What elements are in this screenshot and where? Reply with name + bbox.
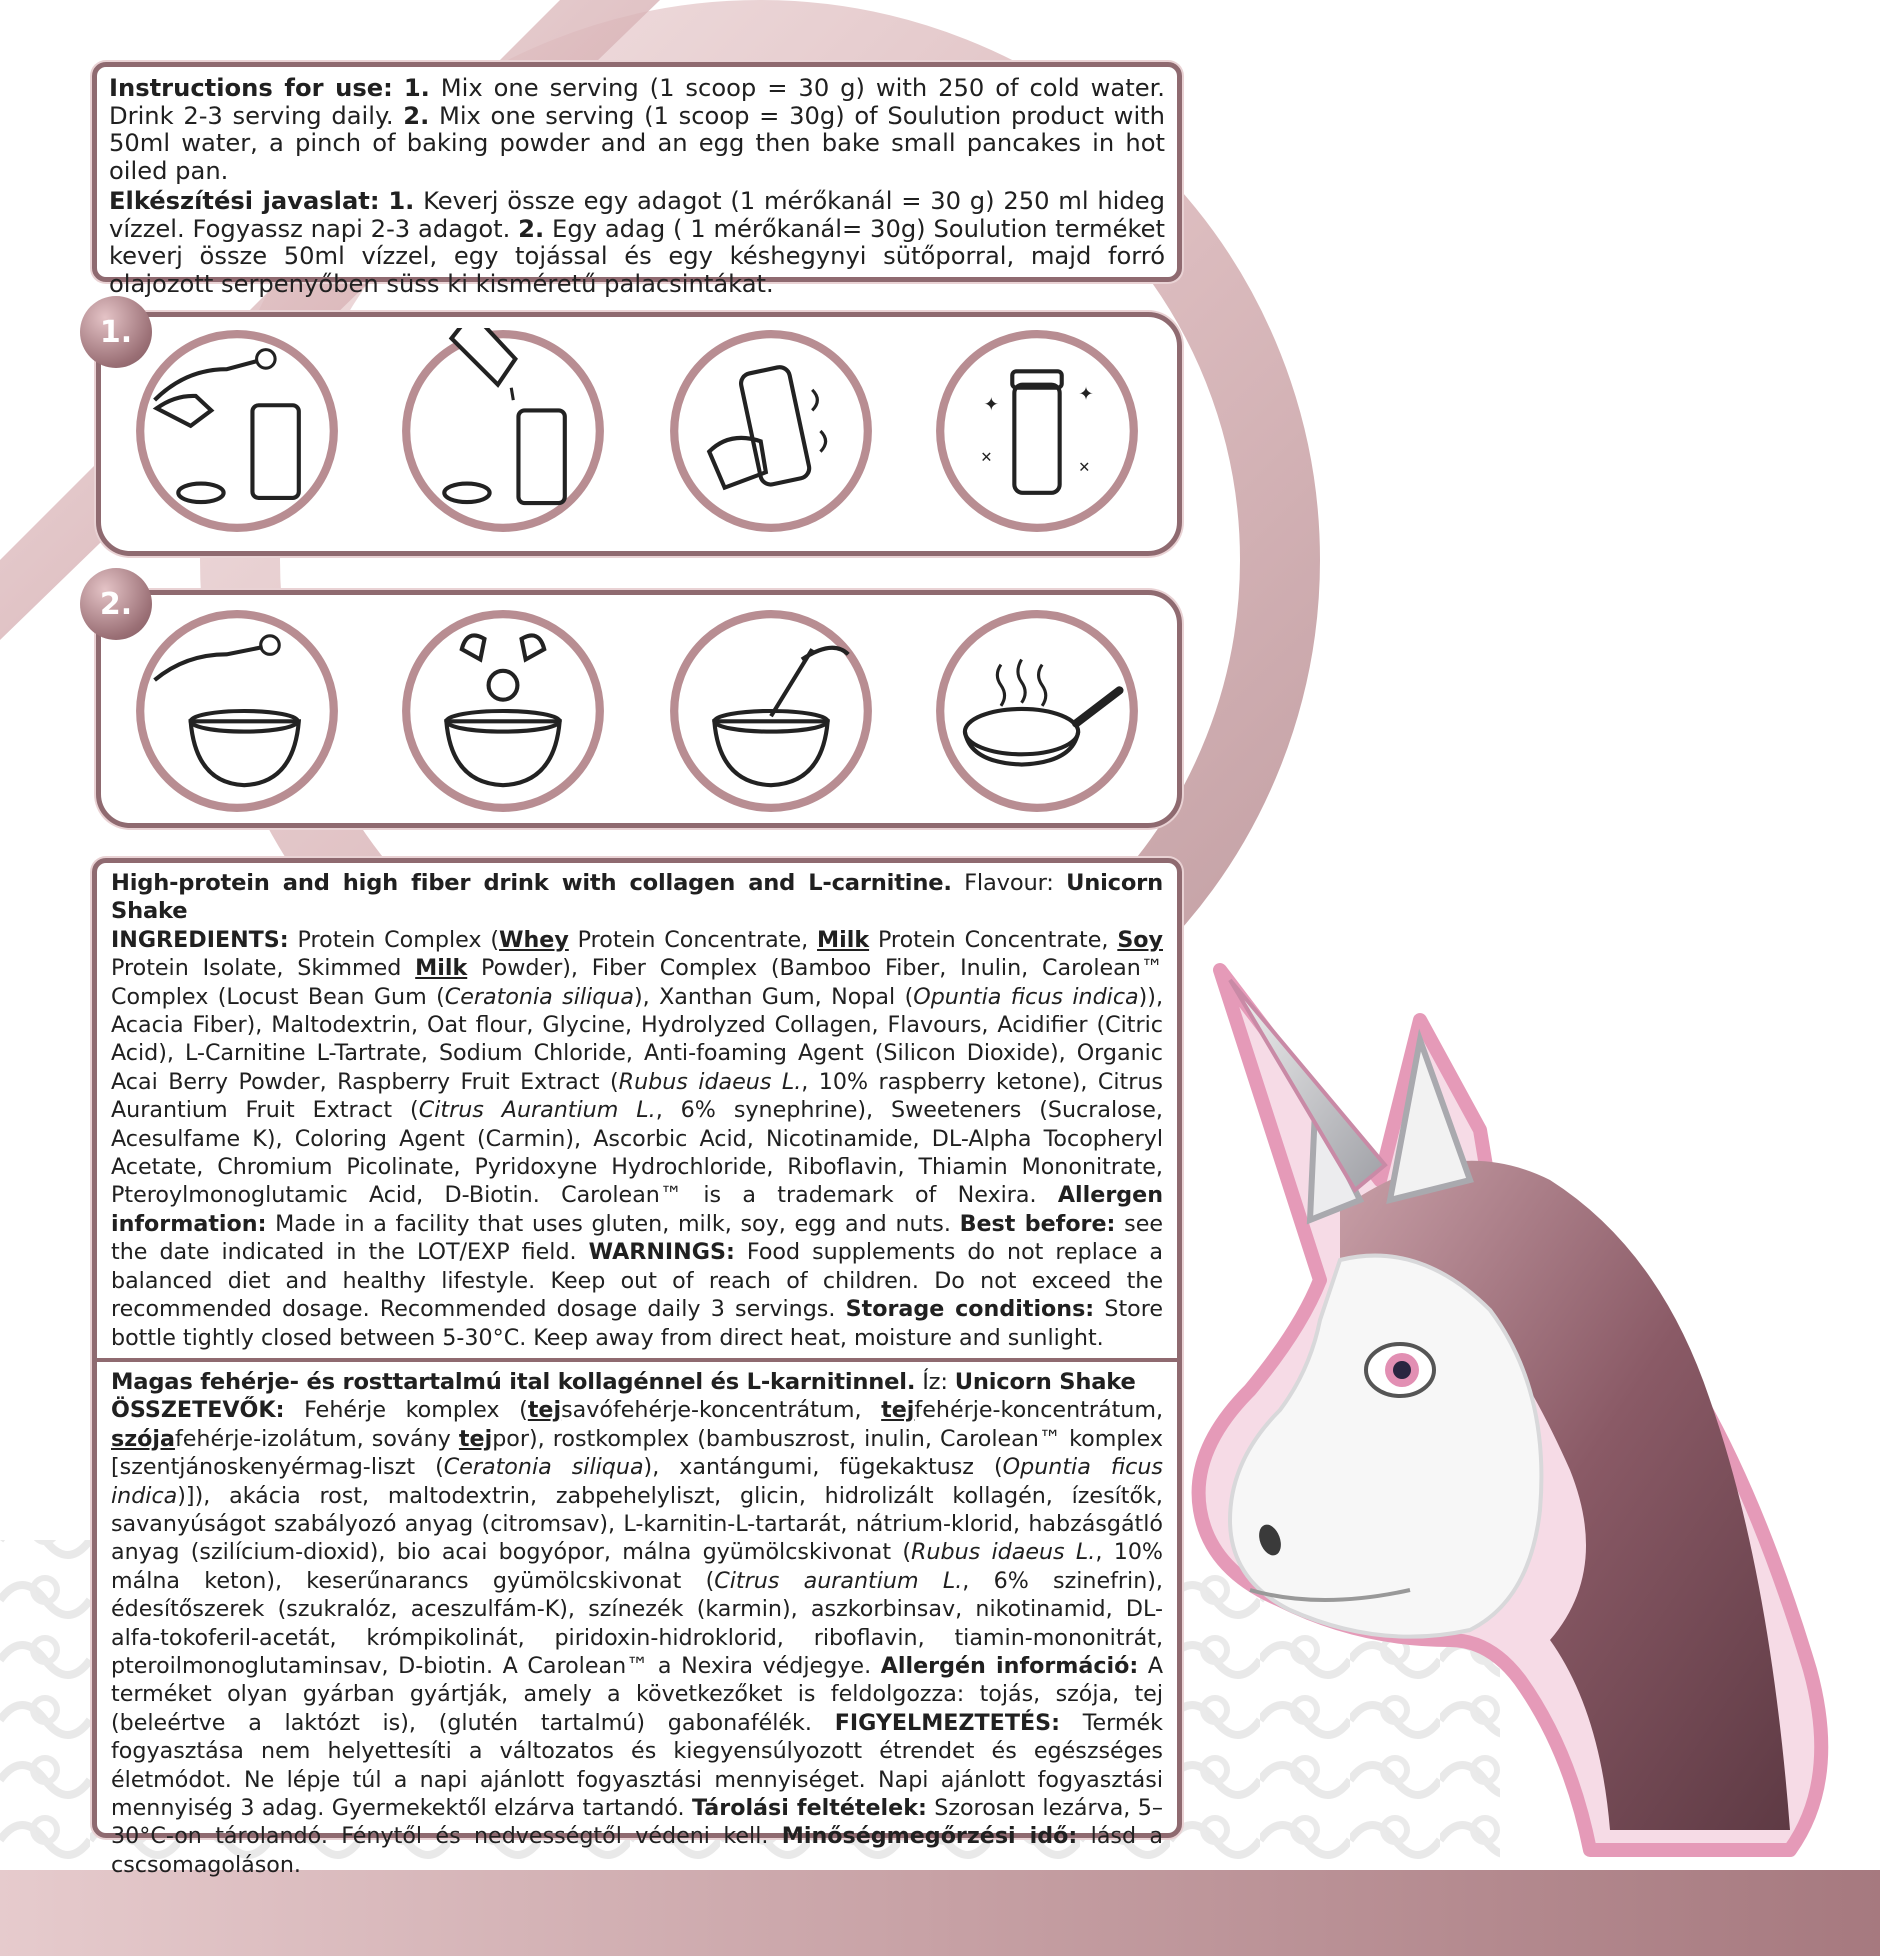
- hungarian-heading: [111, 1368, 1163, 1396]
- ingredients-label: INGREDIENTS:: [111, 926, 289, 953]
- hungarian-ingredients: ÖSSZETEVŐK: Fehérje komplex (tejsavófehérje-koncentrátum, tejfehérje-koncentrátum, szójafehérje-izolátum, sovány tejpor), rostkomplex (bambuszrost, inulin, Carolean™ komplex [szentjánoskenyérmag-liszt (Ceratonia siliqua), xantángumi, fügekaktusz (Opuntia ficus indica)]), akácia rost, maltodextrin, zabpehelyliszt, glicin, hidrolizált kollagén, ízesítők, savanyúságot szabályozó anyag (citromsav), L-karnitin-L-tartarát, nátrium-klorid, habzásgátló anyag (szilícium-dioxid), bio acai bogyópor, málna gyümölcskivonat (Rubus idaeus L., 10% málna keton), keserűnarancs gyümölcskivonat (Citrus aurantium L., 6% szinefrin), édesítőszerek (szukralóz, aceszulfám-K), színezék (karmin), aszkorbinsav, nikotinamid, DL-alfa-tokoferil-acetát, krómpikolinát, piridoxin-hidroklorid, riboflavin, tiamin-mononitrát, pteroilmonoglutaminsav, D-biotin. A Carolean™ a Nexira védjegye. Allergén információ: A terméket olyan gyárban gyártják, amely a következőket is feldolgozza: tojás, szója, tej (beleértve a laktózt is), (glutén tartalmú) gabonafélék. FIGYELMEZTETÉS: Termék fogyasztása nem helyettesíti a változatos és kiegyensúlyozott étrendet és egészséges életmódot. Ne lépje túl a napi ajánlott fogyasztási mennyiséget. Napi ajánlott fogyasztási mennyiség 3 adag. Gyermekektől elzárva tartandó. Tárolási feltételek: Szorosan lezárva, 5–30°C-on tárolandó. Fénytől és nedvességtől védeni kell. Minőségmegőrzési idő: lásd a cscsomagoláson.: [111, 1397, 1164, 1878]
- step-text: Mix one serving (1 scoop = 30 g) with 250 of cold water. Drink 2-3 serving daily.: [109, 74, 1165, 130]
- pour-water-into-shaker-icon: [400, 328, 606, 534]
- product-description: High-protein and high fiber drink with collagen and L-carnitine.: [111, 870, 952, 896]
- product-description: Magas fehérje- és rosttartalmú ital kollagénnel és L-karnitinnel.: [111, 1368, 916, 1395]
- ready-shaker-icon: [934, 328, 1140, 534]
- instructions-box: [92, 62, 1182, 298]
- allergen: Milk: [817, 926, 870, 953]
- allergen: tej: [527, 1397, 562, 1424]
- step-number: 2.: [518, 214, 545, 243]
- best-before-label: Minőségmegőrzési idő:: [781, 1823, 1078, 1850]
- svg-text:✦: ✦: [983, 394, 999, 416]
- step-number: 2.: [403, 101, 430, 130]
- step-text: Egy adag ( 1 mérőkanál= 30g) Soulution terméket keverj össze 50ml vízzel, egy tojással és egy késhegynyi sütőporral, majd forró olajozott serpenyőben süss ki kisméretű palacsintákat.: [109, 214, 1165, 298]
- storage-label: Tárolási feltételek:: [692, 1795, 927, 1821]
- flavour-label: Flavour:: [951, 870, 1067, 896]
- flavour-label: Íz:: [915, 1368, 955, 1395]
- allergen: tej: [881, 1397, 915, 1424]
- warnings-label: FIGYELMEZTETÉS:: [834, 1709, 1060, 1736]
- svg-text:✦: ✦: [1078, 384, 1094, 406]
- allergen: tej: [458, 1425, 493, 1452]
- allergen: Whey: [499, 926, 569, 953]
- allergen: Milk: [415, 955, 468, 982]
- allergen: Soy: [1117, 926, 1163, 953]
- svg-text:✕: ✕: [1078, 460, 1091, 477]
- instructions-label: Instructions for use:: [109, 74, 393, 102]
- allergen-info-label: Allergen information:: [111, 1182, 1163, 1237]
- ingredients-box: [92, 858, 1182, 1878]
- allergen-info-label: Allergén információ:: [880, 1652, 1139, 1679]
- crack-egg-into-bowl-icon: [400, 608, 606, 814]
- section-divider: [97, 1358, 1177, 1362]
- step2-badge: 2.: [80, 568, 152, 640]
- instructions-label: Elkészítési javaslat:: [109, 187, 380, 215]
- flavour-name: Unicorn Shake: [111, 870, 1164, 925]
- allergen: szója: [111, 1425, 175, 1452]
- ingredients-label: ÖSSZETEVŐK:: [111, 1397, 285, 1424]
- instructions-english: [109, 75, 1165, 185]
- scoop-powder-into-bowl-icon: [134, 608, 340, 814]
- step-text: Keverj össze egy adagot (1 mérőkanál = 30 g) 250 ml hideg vízzel. Fogyassz napi 2-3 adagot.: [109, 187, 1165, 243]
- english-heading: [111, 869, 1163, 926]
- shake-bottle-icon: [668, 328, 874, 534]
- unicorn-head-illustration: [1190, 950, 1880, 1870]
- storage-label: Storage conditions:: [845, 1296, 1095, 1323]
- step-number: 1.: [403, 74, 430, 102]
- warnings-label: WARNINGS:: [588, 1239, 735, 1266]
- english-ingredients: INGREDIENTS: Protein Complex (Whey Protein Concentrate, Milk Protein Concentrate, Soy Protein Isolate, Skimmed Milk Powder), Fiber Complex (Bamboo Fiber, Inulin, Carolean™ Complex (Locust Bean Gum (Ceratonia siliqua), Xanthan Gum, Nopal (Opuntia ficus indica)), Acacia Fiber), Maltodextrin, Oat flour, Glycine, Hydrolyzed Collagen, Flavours, Acidifier (Citric Acid), L-Carnitine L-Tartrate, Sodium Chloride, Anti-foaming Agent (Silicon Dioxide), Organic Acai Berry Powder, Raspberry Fruit Extract (Rubus idaeus L., 10% raspberry ketone), Citrus Aurantium Fruit Extract (Citrus Aurantium L., 6% synephrine), Sweeteners (Sucralose, Acesulfame K), Coloring Agent (Carmin), Ascorbic Acid, Nicotinamide, DL-Alpha Tocopheryl Acetate, Chromium Picolinate, Pyridoxyne Hydrochloride, Riboflavin, Thiamin Mononitrate, Pteroylmonoglutamic Acid, D-Biotin. Carolean™ is a trademark of Nexira. Allergen information: Made in a facility that uses gluten, milk, soy, egg and nuts. Best before: see the date indicated in the LOT/EXP field. WARNINGS: Food supplements do not replace a balanced diet and healthy lifestyle. Keep out of reach of children. Do not exceed the recommended dosage. Recommended dosage daily 3 servings. Storage conditions: Store bottle tightly closed between 5-30°C. Keep away from direct heat, moisture and sunlight.: [111, 926, 1164, 1351]
- whisk-batter-icon: [668, 608, 874, 814]
- best-before-label: Best before:: [959, 1210, 1116, 1237]
- step1-badge: 1.: [80, 296, 152, 368]
- step-number: 1.: [388, 187, 415, 215]
- step-text: Mix one serving (1 scoop = 30g) of Soulution product with 50ml water, a pinch of baking powder and an egg then bake small pancakes in hot oiled pan.: [109, 101, 1165, 185]
- flavour-name: Unicorn Shake: [954, 1368, 1136, 1395]
- frying-pan-icon: [934, 608, 1140, 814]
- scoop-powder-into-shaker-icon: [134, 328, 340, 534]
- instructions-hungarian: [109, 188, 1165, 298]
- svg-text:✕: ✕: [980, 449, 993, 466]
